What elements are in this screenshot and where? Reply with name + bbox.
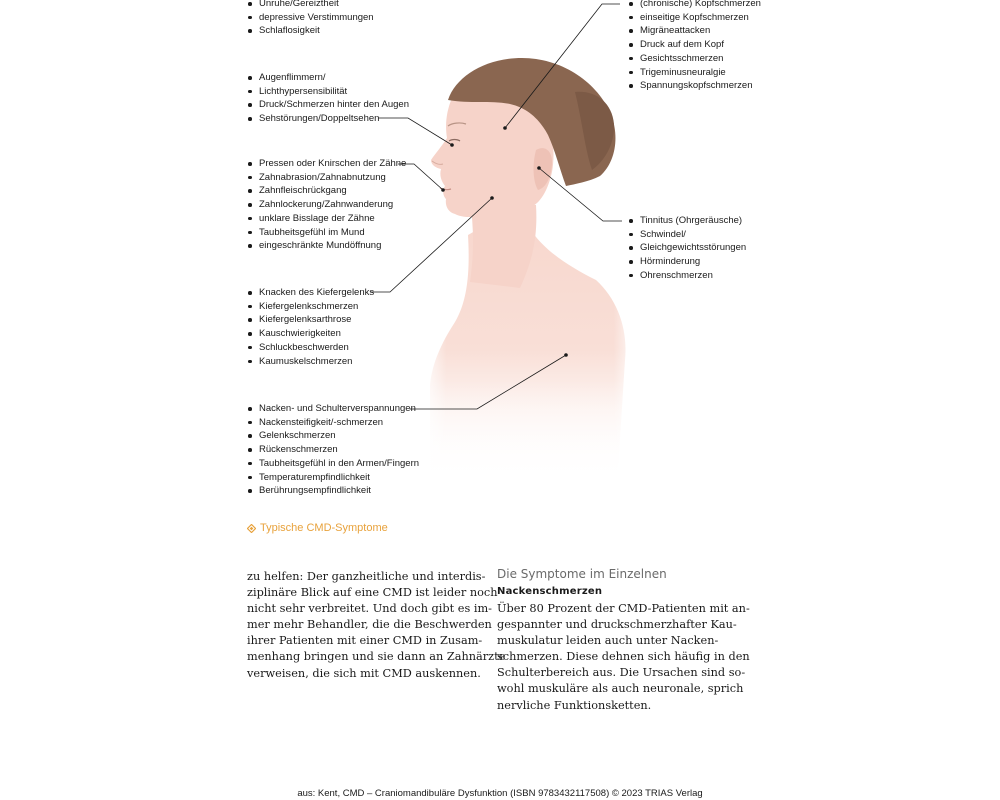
symptom-item: Zahnlockerung/Zahnwanderung (248, 198, 406, 212)
marker-dot-jaw (490, 196, 494, 200)
symptom-item: Kiefergelenkschmerzen (248, 300, 374, 314)
symptom-item: Kauschwierigkeiten (248, 327, 374, 341)
symptom-item: Lichthypersensibilität (248, 85, 409, 99)
body-text-line: Über 80 Prozent der CMD-Patienten mit an- (497, 602, 750, 615)
symptom-item: Hörminderung (629, 255, 746, 269)
symptom-item: Rückenschmerzen (248, 443, 419, 457)
symptom-item: Zahnfleischrückgang (248, 184, 406, 198)
section-subheading: Nackenschmerzen (497, 586, 603, 597)
symptom-item: Schluckbeschwerden (248, 341, 374, 355)
symptom-item: Kaumuskelschmerzen (248, 355, 374, 369)
symptom-item: Augenflimmern/ (248, 71, 409, 85)
body-text-line: menhang bringen und sie dann an Zahnärzte (247, 650, 506, 664)
body-text-line: schmerzen. Diese dehnen sich häufig in den (497, 650, 750, 664)
symptom-item: Zahnabrasion/Zahnabnutzung (248, 171, 406, 185)
body-text-line: muskulatur leiden auch unter Nacken- (497, 634, 719, 648)
symptom-item: Sehstörungen/Doppeltsehen (248, 112, 409, 126)
marker-dot-ears (537, 166, 541, 170)
figure-marker-icon (247, 524, 256, 533)
symptom-item: eingeschränkte Mundöffnung (248, 239, 406, 253)
symptom-list-eyes (248, 71, 409, 126)
right-body-column (497, 601, 750, 714)
symptom-item: Nackensteifigkeit/-schmerzen (248, 416, 419, 430)
left-body-column (247, 569, 505, 682)
symptom-item: Unruhe/Gereiztheit (248, 0, 374, 11)
symptom-item: Ohrenschmerzen (629, 269, 746, 283)
symptom-item: Taubheitsgefühl in den Armen/Fingern (248, 457, 419, 471)
symptom-list-neck (248, 402, 419, 498)
page-footer: aus: Kent, CMD – Craniomandibuläre Dysfunktion (ISBN 9783432117508) © 2023 TRIAS Verlag (297, 788, 703, 799)
symptom-item: Gesichtsschmerzen (629, 52, 761, 66)
symptom-item: Tinnitus (Ohrgeräusche) (629, 214, 746, 228)
marker-dot-neck (564, 353, 568, 357)
symptom-item: Berührungsempfindlichkeit (248, 484, 419, 498)
symptom-item: depressive Verstimmungen (248, 11, 374, 25)
body-text-line: Schulterbereich aus. Die Ursachen sind so- (497, 666, 746, 680)
body-text-line: nicht sehr verbreitet. Und doch gibt es im- (247, 602, 492, 616)
symptom-item: Schlaflosigkeit (248, 24, 374, 38)
body-text-line: ihrer Patienten mit einer CMD in Zusam- (247, 634, 483, 648)
symptom-item: Kiefergelenksarthrose (248, 313, 374, 327)
symptom-item: (chronische) Kopfschmerzen (629, 0, 761, 11)
symptom-item: Druck/Schmerzen hinter den Augen (248, 98, 409, 112)
figure-caption-text: Typische CMD-Symptome (260, 522, 388, 534)
symptom-item: Temperaturempfindlichkeit (248, 471, 419, 485)
symptom-item: Knacken des Kiefergelenks (248, 286, 374, 300)
body-text-line: verweisen, die sich mit CMD auskennen. (247, 666, 481, 680)
symptom-item: Spannungskopfschmerzen (629, 79, 761, 93)
symptom-list-ears (629, 214, 746, 283)
body-text-line: ziplinäre Blick auf eine CMD ist leider noch (247, 586, 498, 600)
symptom-item: Trigeminusneuralgie (629, 66, 761, 80)
symptom-item: Gelenkschmerzen (248, 429, 419, 443)
body-text-line: mer mehr Behandler, die die Beschwerden (247, 618, 492, 632)
body-text-line: nervliche Funktionsketten. (497, 698, 652, 712)
symptom-item: Druck auf dem Kopf (629, 38, 761, 52)
body-text-line: zu helfen: Der ganzheitliche und interdis- (247, 570, 486, 583)
symptom-item: Schwindel/ (629, 228, 746, 242)
symptom-item: Taubheitsgefühl im Mund (248, 226, 406, 240)
symptom-item: Nacken- und Schulterverspannungen (248, 402, 419, 416)
symptom-item: Gleichgewichtsstörungen (629, 241, 746, 255)
symptom-item: unklare Bisslage der Zähne (248, 212, 406, 226)
figure-caption (247, 522, 388, 534)
symptom-item: Pressen oder Knirschen der Zähne (248, 157, 406, 171)
body-text-line: wohl muskuläre als auch neuronale, sprich (497, 682, 744, 696)
marker-dot-eyes (450, 143, 454, 147)
symptom-list-teeth (248, 157, 406, 253)
marker-dot-teeth (441, 188, 445, 192)
marker-dot-head (503, 126, 507, 130)
symptom-item: Migräneattacken (629, 24, 761, 38)
symptom-list-general (248, 0, 374, 38)
symptom-list-jaw (248, 286, 374, 368)
section-heading: Die Symptome im Einzelnen (497, 567, 667, 581)
symptom-item: einseitige Kopfschmerzen (629, 11, 761, 25)
body-text-line: gespannter und druckschmerzhafter Kau- (497, 618, 737, 632)
ear-shape (534, 148, 552, 190)
symptom-list-head (629, 0, 761, 93)
